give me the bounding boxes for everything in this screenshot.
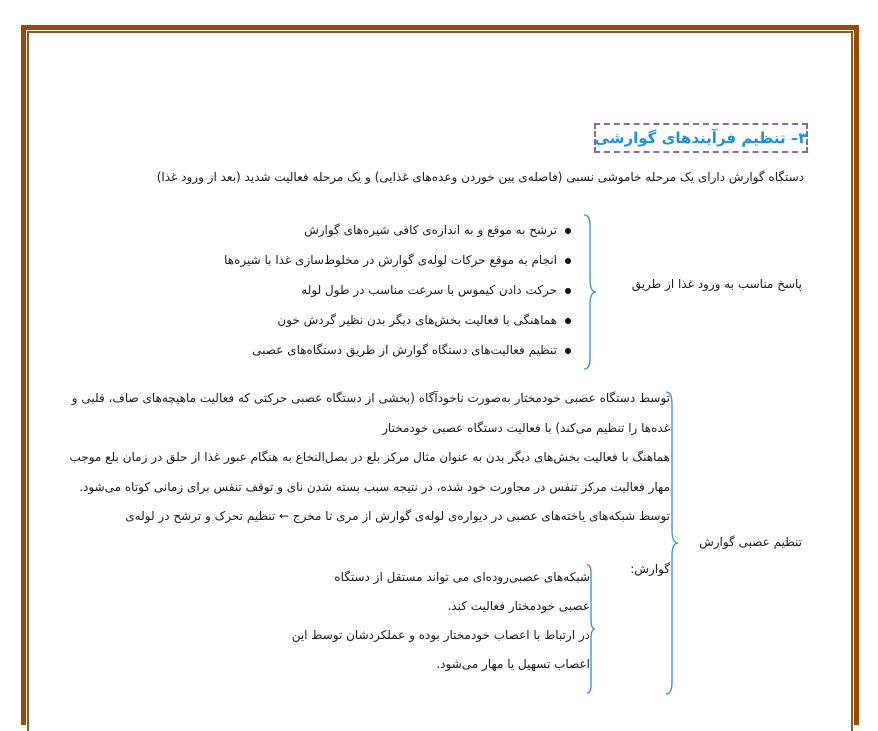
enteric-line: شبکه‌های عصبی‌روده‌ای می تواند مستقل از دستگاه	[334, 570, 590, 584]
bullet-icon	[565, 228, 571, 234]
paragraph-coordination: هماهنگ با فعالیت بخش‌های دیگر بدن به عنوان مثال مرکز بلع در بصل‌النخاع به هنگام عبور غذا از حلق در زمان بلع موجب مهار فعالیت مرکز تنفس در مجاورت خود شده، در نتیجه سبب بسته شدن نای و توقف تنفس برای زمانی کوتاه می‌شود.	[69, 450, 670, 494]
food-response-label: پاسخ مناسب به ورود غذا از طریق	[631, 277, 802, 291]
enteric-line: عصبی خودمختار فعالیت کند.	[447, 599, 590, 613]
bullet-icon	[565, 348, 571, 354]
list-item: تنظیم فعالیت‌های دستگاه گوارش از طریق دستگاه‌های عصبی	[224, 335, 571, 365]
bullet-icon	[565, 258, 571, 264]
list-item: ترشح به موقع و به اندازه‌ی کافی شیره‌های گوارش	[224, 215, 571, 245]
brace-food-response-icon	[582, 213, 598, 371]
enteric-line: اعصاب تسهیل یا مهار می‌شود.	[436, 657, 590, 671]
section-heading: ۳– تنظیم فرآیندهای گوارشی	[594, 129, 808, 147]
neural-regulation-label: تنظیم عصبی گوارش	[699, 535, 802, 549]
enteric-line: در ارتباط با اعصاب خودمختار بوده و عملکردشان توسط این	[291, 628, 590, 642]
neural-regulation-text	[50, 384, 670, 532]
list-item: هماهنگی با فعالیت بخش‌های دیگر بدن نظیر گردش خون	[224, 305, 571, 335]
list-item: حرکت دادن کیموس با سرعت مناسب در طول لوله	[224, 275, 571, 305]
enteric-details	[292, 563, 590, 679]
bullet-icon	[565, 288, 571, 294]
bullet-icon	[565, 318, 571, 324]
paragraph-autonomic: توسط دستگاه عصبی خودمختار به‌صورت ناخودآگاه (بخشی از دستگاه عصبی حرکتی که فعالیت ماهیچه‌های صاف، قلبی و غده‌ها را تنظیم می‌کند) با فعالیت دستگاه عصبی خودمختار	[71, 391, 670, 435]
intro-paragraph: دستگاه گوارش دارای یک مرحله خاموشی نسبی (فاصله‌ی بین خوردن وعده‌های غذایی) و یک مرحله فعالیت شدید (بعد از ورود غذا)	[156, 170, 804, 184]
list-item: انجام به موقع حرکات لوله‌ی گوارش در مخلوط‌سازی غذا با شیره‌ها	[224, 245, 571, 275]
section-heading-box	[594, 123, 808, 153]
enteric-sub-label: گوارش:	[630, 562, 670, 576]
paragraph-enteric: توسط شبکه‌های یاخته‌های عصبی در دیواره‌ی لوله‌ی گوارش از مری تا مخرج ← تنظیم تحرک و ترشح در لوله‌ی	[125, 509, 670, 523]
food-response-list	[224, 215, 571, 365]
